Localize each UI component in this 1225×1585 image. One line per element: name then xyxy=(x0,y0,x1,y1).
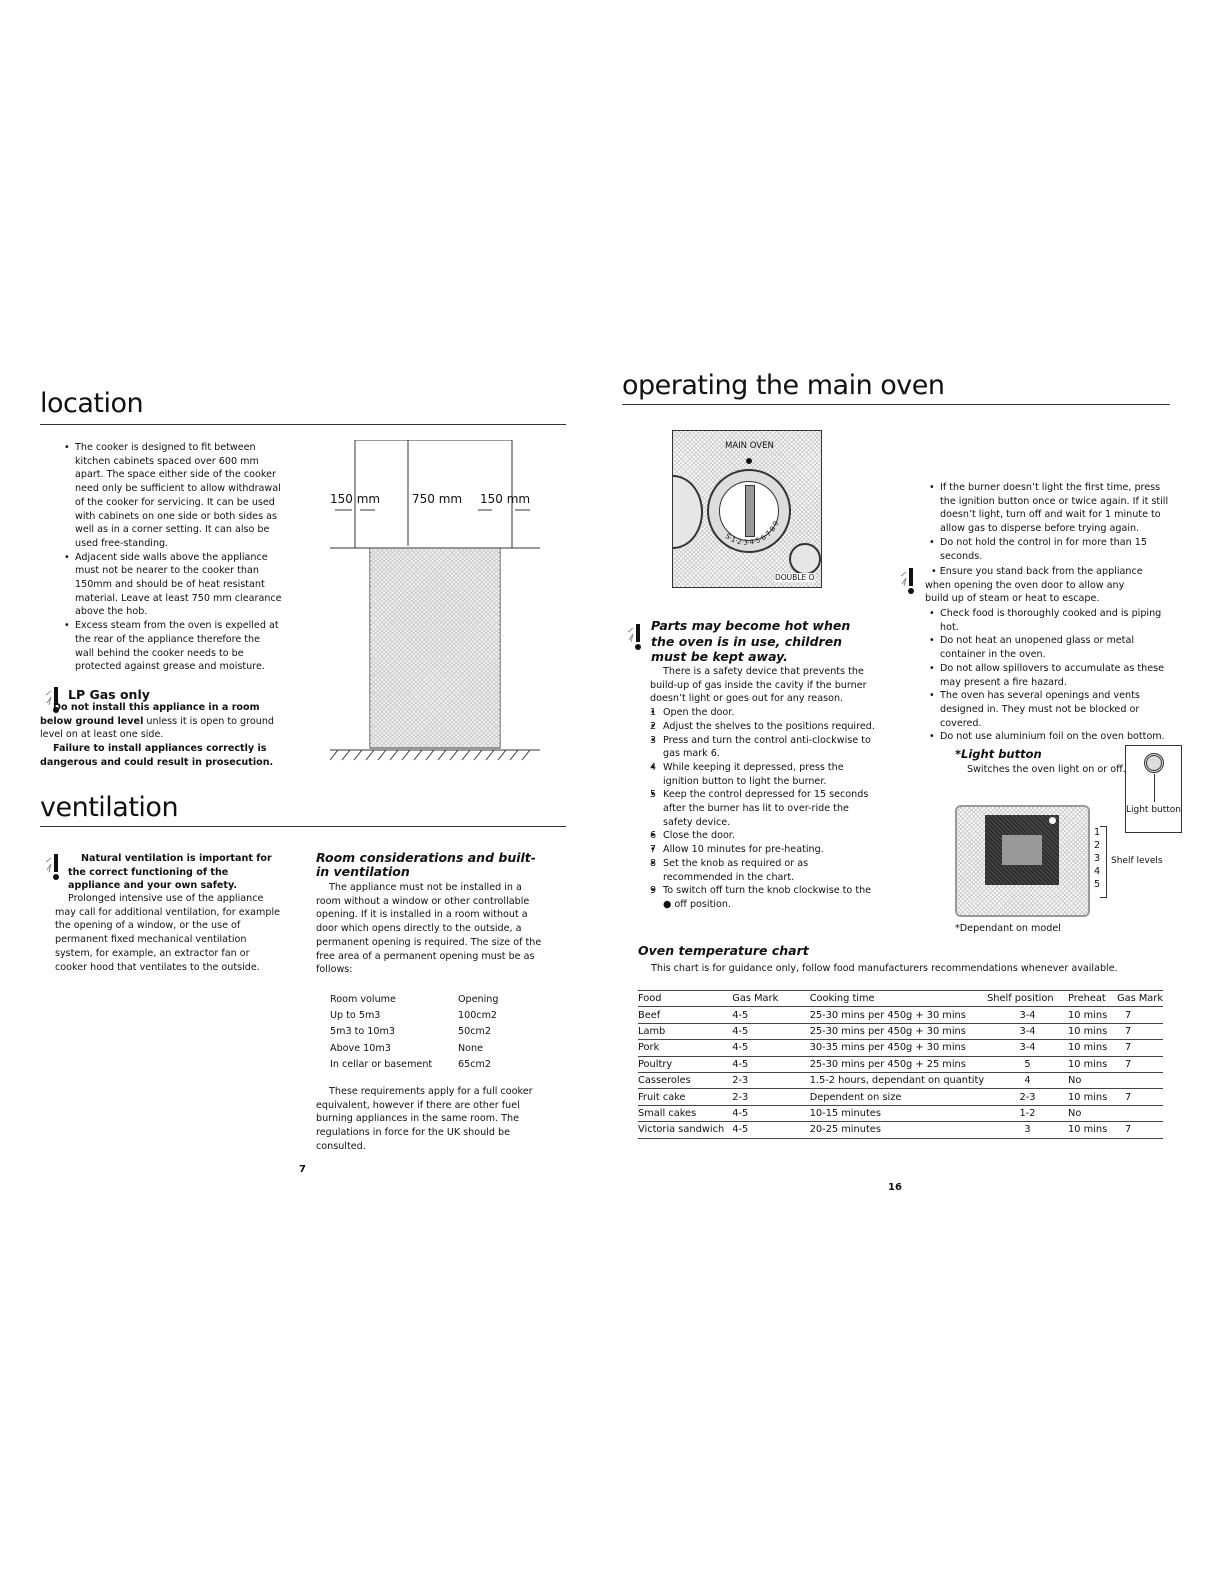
right-clearance-label: 150 mm xyxy=(480,492,531,506)
table-cell: 30-35 mins per 450g + 30 mins xyxy=(810,1040,987,1056)
step-item xyxy=(650,857,875,884)
requirements-note: These requirements apply for a full cooker equivalent, however if there are other fuel burning appliances in the same room. The regulations in force for the UK should be consulted. xyxy=(316,1085,533,1152)
table-cell: 4-5 xyxy=(732,1105,809,1121)
shelf-level: 1 xyxy=(1094,827,1101,838)
double-oven-label: DOUBLE O xyxy=(775,573,815,582)
table-row xyxy=(638,1089,1163,1105)
table-cell: 3-4 xyxy=(987,1023,1068,1039)
oven-interior-illustration xyxy=(955,805,1090,917)
table-cell: Poultry xyxy=(638,1056,732,1072)
step-text: Adjust the shelves to the positions required. xyxy=(663,720,875,732)
table-cell: 1-2 xyxy=(987,1105,1068,1121)
table-row xyxy=(638,1105,1163,1121)
shelf-bracket xyxy=(1100,826,1107,898)
table-cell: 10-15 minutes xyxy=(810,1105,987,1121)
lp-gas-text xyxy=(40,701,280,770)
warning-icon xyxy=(899,566,919,596)
table-cell: 10 mins xyxy=(1068,1122,1117,1138)
table-cell: Up to 5m3 xyxy=(330,1010,381,1021)
step-number: • 5 xyxy=(650,789,657,801)
table-cell: 2-3 xyxy=(732,1072,809,1088)
table-cell: 1.5-2 hours, dependant on quantity xyxy=(810,1072,987,1088)
location-heading: location xyxy=(40,388,144,419)
main-oven-knob[interactable] xyxy=(707,469,791,553)
list-item: • Do not hold the control in for more than 15 seconds. xyxy=(929,536,1175,563)
steam-warning: • Ensure you stand back from the appliance when opening the oven door to allow any build up of steam or heat to escape. xyxy=(925,566,1143,605)
step-item xyxy=(650,734,875,761)
tips-bottom xyxy=(929,607,1175,744)
list-item: • Adjacent side walls above the appliance must not be nearer to the cooker than 150mm and should be of heat resistant material. Leave at least 750 mm clearance above the hob. xyxy=(64,551,282,620)
gas-mark-scale xyxy=(709,471,789,551)
ventilation-text xyxy=(55,892,283,974)
table-cell xyxy=(1117,1072,1163,1088)
ventilation-paragraph: Prolonged intensive use of the appliance may call for additional ventilation, for example the opening of a window, or the use of permanent fixed mechanical ventilation system, for example, an extractor fan or cooker hood that ventilates to the outside. xyxy=(55,893,281,973)
top-clearance-label: 750 mm xyxy=(412,492,463,506)
table-cell: 25-30 mins per 450g + 25 mins xyxy=(810,1056,987,1072)
operating-steps xyxy=(650,665,875,912)
divider xyxy=(622,404,1170,405)
table-cell: Opening xyxy=(458,993,499,1005)
light-button-label: Light button xyxy=(1126,805,1182,815)
tips-top xyxy=(929,481,1175,563)
room-considerations-text: The appliance must not be installed in a room without a window or other controllable opening. If it is installed in a room without a door which opens directly to the outside, a permanent opening is required. The size of the free area of a permanent opening must be as follows: xyxy=(316,882,542,976)
table-cell: 7 xyxy=(1117,1007,1163,1023)
table-cell: 4-5 xyxy=(732,1007,809,1023)
warning-icon xyxy=(626,622,646,652)
table-cell: 7 xyxy=(1117,1122,1163,1138)
table-row xyxy=(638,1040,1163,1056)
list-item: • Excess steam from the oven is expelled at the rear of the appliance therefore the wall behind the cooker needs to be protected against grease and moisture. xyxy=(64,619,282,674)
room-considerations xyxy=(316,851,546,1153)
table-cell: 4-5 xyxy=(732,1040,809,1056)
table-cell: No xyxy=(1068,1072,1117,1088)
table-cell: 65cm2 xyxy=(458,1059,491,1071)
room-considerations-title: Room considerations and built-in ventilation xyxy=(316,850,536,879)
step-text: Allow 10 minutes for pre-heating. xyxy=(663,844,824,856)
left-clearance-label: 150 mm xyxy=(330,492,381,506)
table-cell: Fruit cake xyxy=(638,1089,732,1105)
step-text: Set the knob as required or as recommended in the chart. xyxy=(663,857,809,883)
table-cell: 4-5 xyxy=(732,1023,809,1039)
list-item: • Do not heat an unopened glass or metal container in the oven. xyxy=(929,634,1175,661)
table-row xyxy=(638,1072,1163,1088)
step-text: Close the door. xyxy=(663,830,735,842)
ventilation-warning-bold: Natural ventilation is important for the correct functioning of the appliance and your own safety. xyxy=(68,853,272,892)
table-cell: 7 xyxy=(1117,1056,1163,1072)
step-text: Open the door. xyxy=(663,707,735,719)
table-cell: Room volume xyxy=(330,993,396,1005)
step-number: • 8 xyxy=(650,857,657,869)
step-item xyxy=(650,706,875,720)
table-cell: 4-5 xyxy=(732,1056,809,1072)
lp-bold-2: Failure to install appliances correctly is dangerous and could result in prosecution. xyxy=(40,743,274,768)
opening-table xyxy=(330,991,498,1073)
list-item: • Check food is thoroughly cooked and is piping hot. xyxy=(929,607,1175,634)
table-row xyxy=(638,1007,1163,1023)
table-cell: 3-4 xyxy=(987,1040,1068,1056)
ventilation-heading: ventilation xyxy=(40,792,179,823)
light-button-title: *Light button xyxy=(955,747,1042,761)
table-cell: Small cakes xyxy=(638,1105,732,1121)
step-number: • 3 xyxy=(650,734,657,746)
table-cell: 2-3 xyxy=(987,1089,1068,1105)
page-number: 16 xyxy=(888,1182,902,1193)
safety-intro: There is a safety device that prevents the build-up of gas inside the cavity if the burner doesn’t light or goes out for any reason. xyxy=(650,666,867,705)
light-button-icon[interactable] xyxy=(1144,753,1164,773)
step-item xyxy=(650,843,875,857)
step-item xyxy=(650,788,875,829)
hazard-title: Parts may become hot when the oven is in use, children must be kept away. xyxy=(651,618,851,664)
main-oven-label: MAIN OVEN xyxy=(725,441,774,451)
table-cell: 4 xyxy=(987,1072,1068,1088)
table-cell: 50cm2 xyxy=(458,1026,491,1038)
table-cell: In cellar or basement xyxy=(330,1059,433,1071)
table-cell: Pork xyxy=(638,1040,732,1056)
warning-icon xyxy=(44,852,64,882)
step-number: • 6 xyxy=(650,830,657,842)
table-cell: 10 mins xyxy=(1068,1089,1117,1105)
step-number: • 4 xyxy=(650,761,657,773)
indicator-dot xyxy=(746,458,752,464)
oven-temperature-table xyxy=(638,990,1163,1139)
shelf-level: 4 xyxy=(1094,866,1101,877)
list-item: • Do not use aluminium foil on the oven bottom. xyxy=(929,730,1175,744)
light-button-box xyxy=(1125,745,1182,833)
step-text: To switch off turn the knob clockwise to the ● off position. xyxy=(663,885,872,910)
table-cell: 10 mins xyxy=(1068,1040,1117,1056)
step-text: While keeping it depressed, press the ignition button to light the burner. xyxy=(663,761,844,787)
list-item: • The cooker is designed to fit between kitchen cabinets spaced over 600 mm apart. The space either side of the cooker need only be sufficient to allow withdrawal of the cooker for servicing. It can be used with cabinets on one side or both sides as well as in a corner setting. It can also be used free-standing. xyxy=(64,441,282,551)
table-cell: 10 mins xyxy=(1068,1023,1117,1039)
table-cell: Beef xyxy=(638,1007,732,1023)
table-cell: Cooking time xyxy=(810,991,987,1007)
shelf-levels xyxy=(1094,826,1100,891)
shelf-level: 5 xyxy=(1094,879,1101,890)
table-row xyxy=(638,1122,1163,1138)
table-header xyxy=(638,991,1163,1007)
table-cell: 7 xyxy=(1117,1089,1163,1105)
table-cell: 2-3 xyxy=(732,1089,809,1105)
shelf-levels-label: Shelf levels xyxy=(1111,856,1163,866)
shelf-level: 3 xyxy=(1094,853,1101,864)
chart-title: Oven temperature chart xyxy=(638,943,809,958)
adjacent-knob xyxy=(672,475,703,549)
table-row xyxy=(638,1023,1163,1039)
table-cell: 25-30 mins per 450g + 30 mins xyxy=(810,1007,987,1023)
step-item xyxy=(650,829,875,843)
lp-bold: Do not install this appliance in a room below ground level xyxy=(40,702,260,727)
lp-text: unless it is open to ground level on at least one side. xyxy=(40,715,274,741)
table-cell: None xyxy=(458,1042,484,1054)
ventilation-warning xyxy=(68,852,283,893)
table-cell: 3 xyxy=(987,1122,1068,1138)
chart-note: This chart is for guidance only, follow food manufacturers recommendations whenever available. xyxy=(651,963,1118,974)
table-cell: 4-5 xyxy=(732,1122,809,1138)
operating-heading: operating the main oven xyxy=(622,370,945,401)
table-cell: 20-25 minutes xyxy=(810,1122,987,1138)
table-cell: Shelf position xyxy=(987,991,1068,1007)
step-number: • 2 xyxy=(650,720,657,732)
step-number: • 7 xyxy=(650,844,657,856)
step-item xyxy=(650,761,875,788)
steps-list xyxy=(650,706,875,912)
step-number: • 9 xyxy=(650,885,657,897)
step-item xyxy=(650,720,875,734)
table-cell: 10 mins xyxy=(1068,1056,1117,1072)
list-item: • If the burner doesn’t light the first time, press the ignition button once or twice again. If it still doesn’t light, turn off and wait for 1 minute to allow gas to disperse before trying again. xyxy=(929,481,1175,536)
lp-title-text: LP Gas only xyxy=(68,687,150,702)
table-cell: Gas Mark xyxy=(732,991,809,1007)
table-cell: 100cm2 xyxy=(458,1010,498,1021)
table-cell: Food xyxy=(638,991,732,1007)
table-cell: 7 xyxy=(1117,1040,1163,1056)
oven-control-illustration xyxy=(672,430,822,588)
table-cell: 3-4 xyxy=(987,1007,1068,1023)
table-cell: 7 xyxy=(1117,1023,1163,1039)
table-cell: Dependent on size xyxy=(810,1089,987,1105)
table-cell: 25-30 mins per 450g + 30 mins xyxy=(810,1023,987,1039)
step-text: Keep the control depressed for 15 seconds after the burner has lit to over-ride the safety device. xyxy=(663,789,869,828)
gas-mark-scale-path: S·1·2·3·4·5·6·7·8·9 xyxy=(723,519,781,547)
table-cell: 5m3 to 10m3 xyxy=(330,1026,395,1038)
step-text: Press and turn the control anti-clockwise to gas mark 6. xyxy=(663,734,871,760)
page-number: 7 xyxy=(299,1164,306,1175)
shelf-level: 2 xyxy=(1094,840,1101,851)
table-cell: Victoria sandwich xyxy=(638,1122,732,1138)
table-cell: 5 xyxy=(987,1056,1068,1072)
divider xyxy=(40,424,566,425)
light-button-text: Switches the oven light on or off. xyxy=(967,764,1126,775)
table-cell: No xyxy=(1068,1105,1117,1121)
table-cell: Casseroles xyxy=(638,1072,732,1088)
table-cell: Lamb xyxy=(638,1023,732,1039)
clearance-diagram xyxy=(330,440,540,775)
divider xyxy=(40,826,566,827)
list-item: • The oven has several openings and vents designed in. They must not be blocked or covered. xyxy=(929,689,1175,730)
table-cell: Gas Mark xyxy=(1117,991,1163,1007)
model-note: *Dependant on model xyxy=(955,923,1061,934)
table-row xyxy=(638,1056,1163,1072)
table-cell xyxy=(1117,1105,1163,1121)
table-cell: Above 10m3 xyxy=(330,1042,391,1054)
ignition-button xyxy=(789,543,821,575)
location-bullets xyxy=(64,441,282,674)
step-item xyxy=(650,884,875,911)
list-item: • Do not allow spillovers to accumulate as these may present a fire hazard. xyxy=(929,662,1175,689)
step-number: • 1 xyxy=(650,707,657,719)
table-cell: 10 mins xyxy=(1068,1007,1117,1023)
gas-mark-scale-text xyxy=(724,520,781,547)
table-cell: Preheat xyxy=(1068,991,1117,1007)
